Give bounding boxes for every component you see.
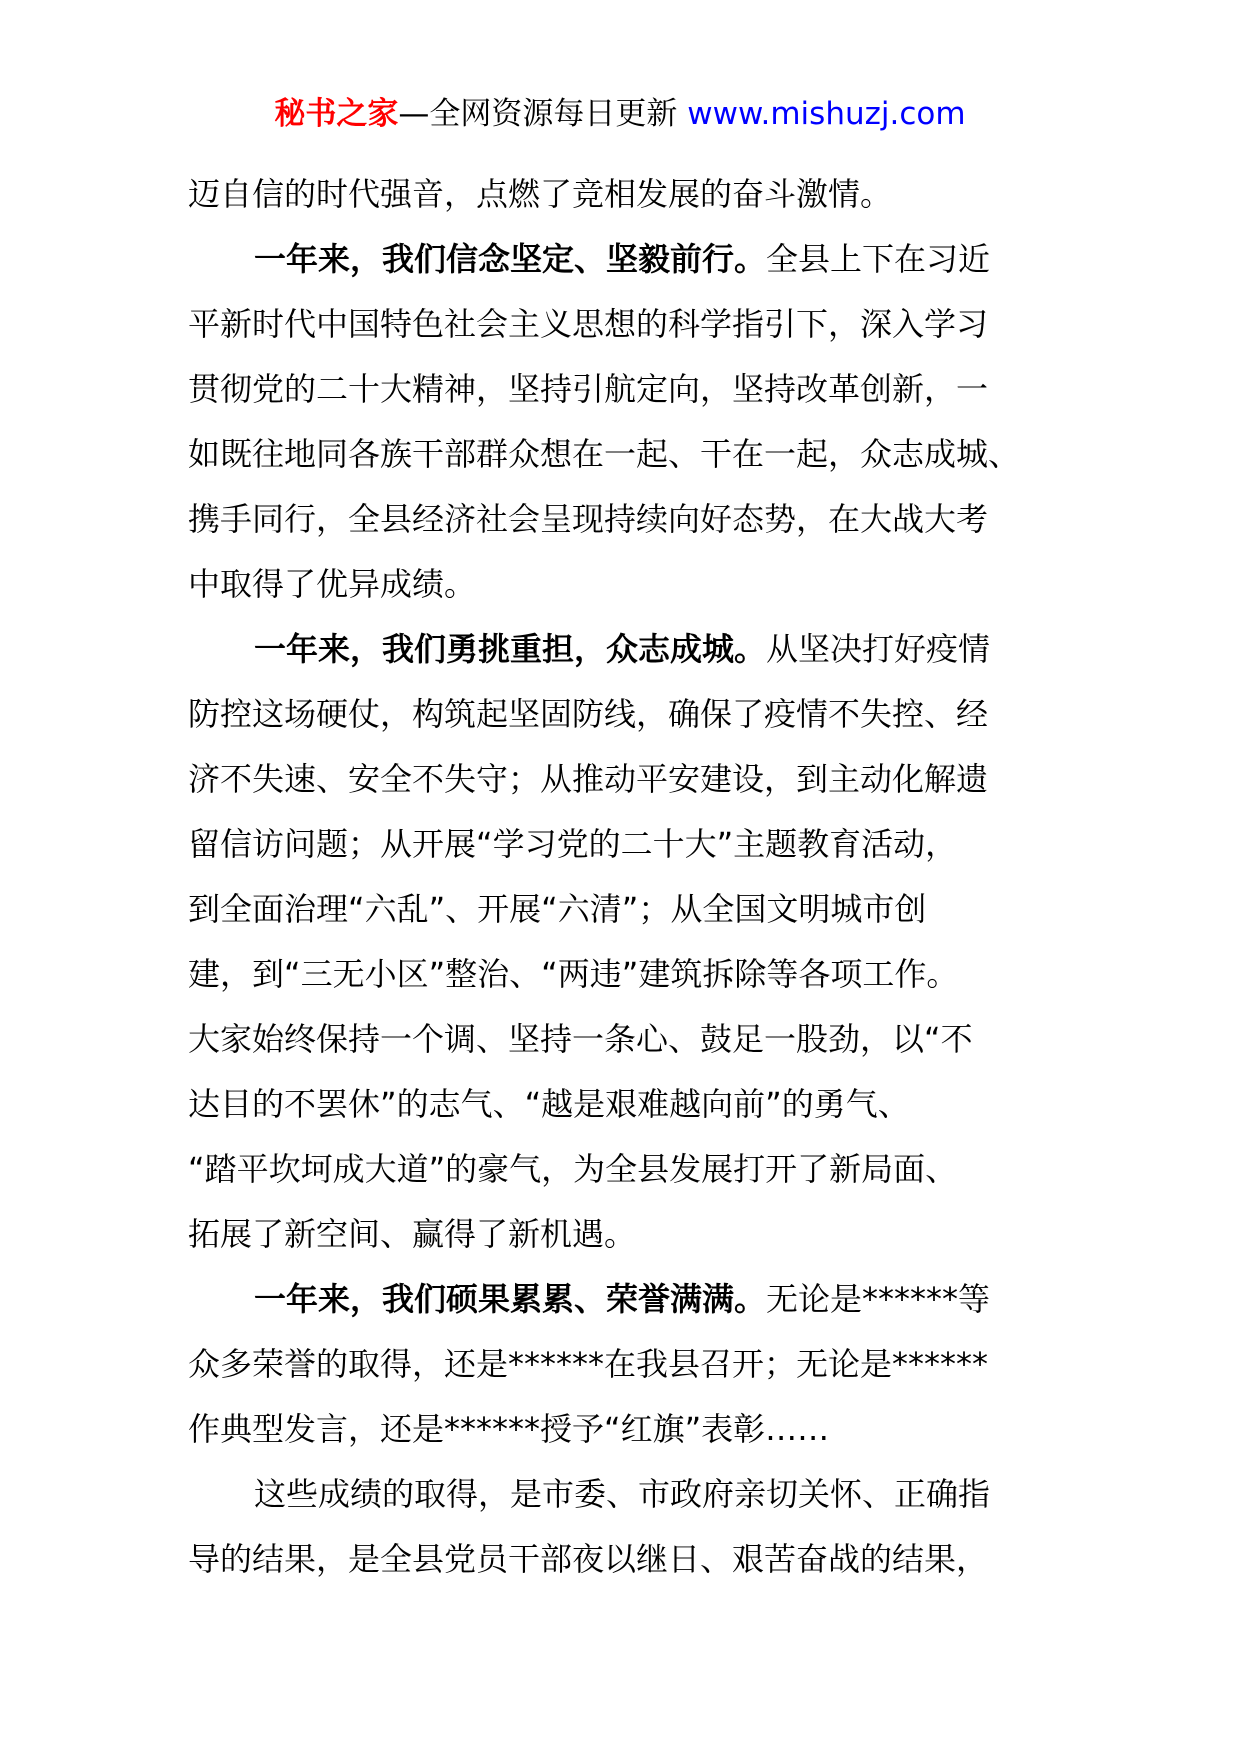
text-line: 到全面治理“六乱”、开展“六清”；从全国文明城市创 xyxy=(188,890,927,928)
text-line: 导的结果，是全县党员干部夜以继日、艰苦奋战的结果， xyxy=(188,1540,989,1578)
paragraph-lead: 一年来，我们硕果累累、荣誉满满。 xyxy=(254,1280,767,1318)
text-line: 防控这场硬仗，构筑起坚固防线，确保了疫情不失控、经 xyxy=(188,695,989,733)
text-line: 迈自信的时代强音，点燃了竞相发展的奋斗激情。 xyxy=(188,175,893,213)
text-line: 平新时代中国特色社会主义思想的科学指引下，深入学习 xyxy=(188,305,989,343)
text-line: 拓展了新空间、赢得了新机遇。 xyxy=(188,1215,637,1253)
text-line: “踏平坎坷成大道”的豪气，为全县发展打开了新局面、 xyxy=(188,1150,958,1188)
paragraph-lead: 一年来，我们信念坚定、坚毅前行。 xyxy=(254,240,767,278)
text-line: 一年来，我们勇挑重担，众志成城。从坚决打好疫情 xyxy=(254,630,991,668)
text-line: 如既往地同各族干部群众想在一起、干在一起，众志成城、 xyxy=(188,435,1021,473)
text-line: 贯彻党的二十大精神，坚持引航定向，坚持改革创新，一 xyxy=(188,370,989,408)
text-line: 中取得了优异成绩。 xyxy=(188,565,477,603)
header-brand: 秘书之家 xyxy=(274,96,399,132)
text-line: 大家始终保持一个调、坚持一条心、鼓足一股劲，以“不 xyxy=(188,1020,973,1058)
paragraph-lead: 一年来，我们勇挑重担，众志成城。 xyxy=(254,630,767,668)
text-line: 济不失速、安全不失守；从推动平安建设，到主动化解遗 xyxy=(188,760,989,798)
text-line: 一年来，我们硕果累累、荣誉满满。无论是******等 xyxy=(254,1280,991,1318)
header-url[interactable]: www.mishuzj.com xyxy=(687,96,966,132)
text-line: 携手同行，全县经济社会呈现持续向好态势，在大战大考 xyxy=(188,500,989,538)
text-line: 一年来，我们信念坚定、坚毅前行。全县上下在习近 xyxy=(254,240,991,278)
watermark-header xyxy=(0,94,1240,134)
text-line: 这些成绩的取得，是市委、市政府亲切关怀、正确指 xyxy=(254,1475,991,1513)
document-body xyxy=(188,162,1048,1592)
text-line: 留信访问题；从开展“学习党的二十大”主题教育活动， xyxy=(188,825,958,863)
header-tagline: —全网资源每日更新 xyxy=(398,96,678,132)
text-line: 建，到“三无小区”整治、“两违”建筑拆除等各项工作。 xyxy=(188,955,959,993)
text-line: 作典型发言，还是******授予“红旗”表彰…… xyxy=(188,1410,830,1448)
text-line: 达目的不罢休”的志气、“越是艰难越向前”的勇气、 xyxy=(188,1085,910,1123)
text-line: 众多荣誉的取得，还是******在我县召开；无论是****** xyxy=(188,1345,989,1383)
